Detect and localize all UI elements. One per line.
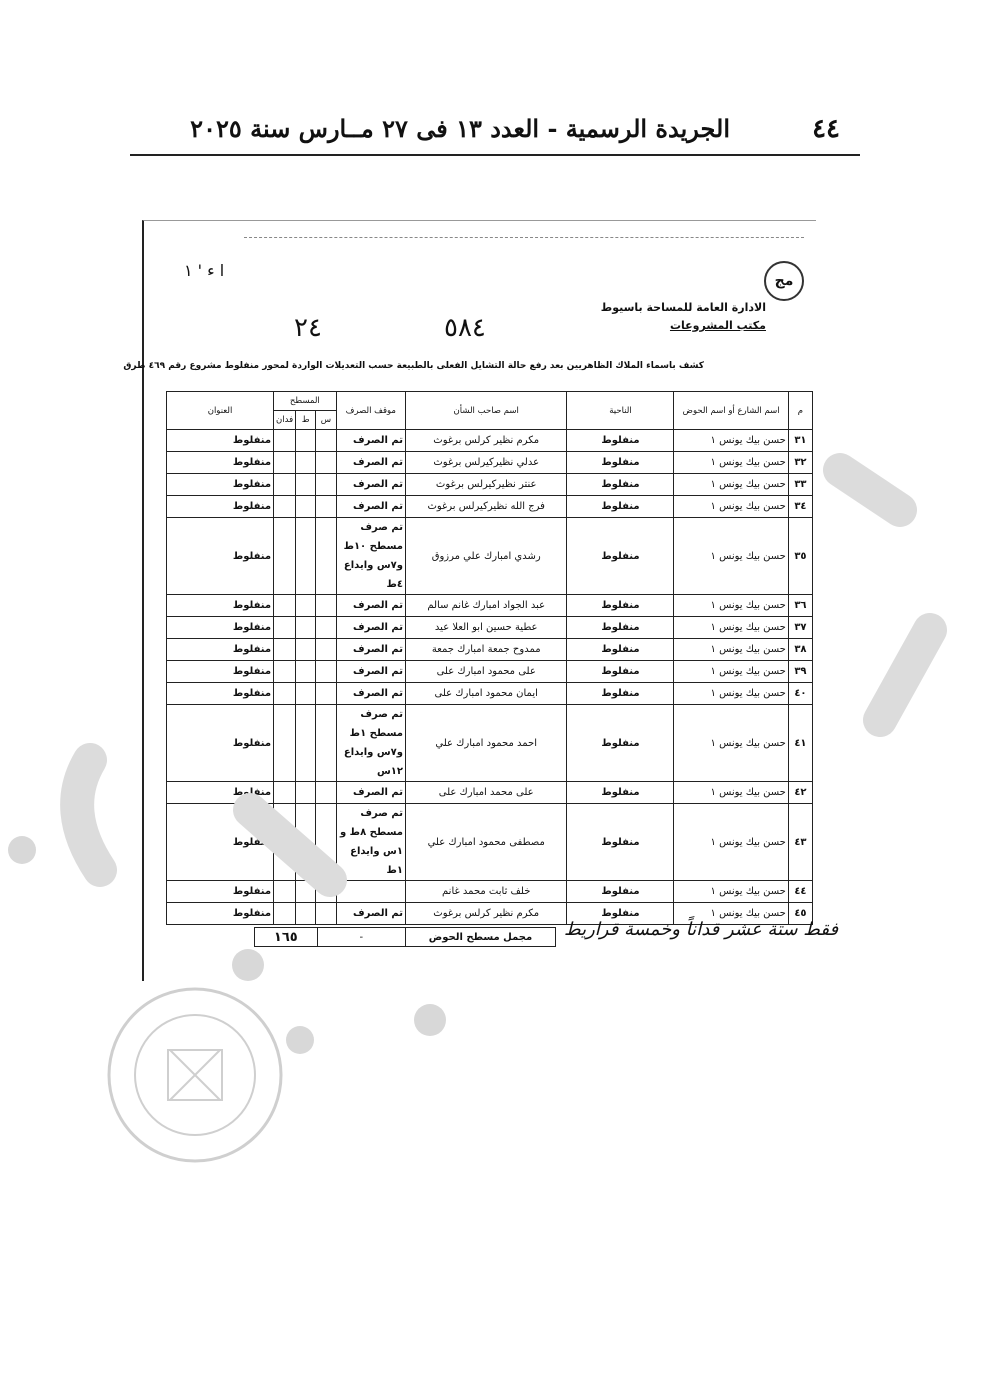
header-address: العنوان — [167, 392, 274, 430]
table-row — [167, 496, 813, 518]
cell-address: منفلوط — [167, 881, 274, 903]
cell-area-qirat — [296, 661, 316, 683]
cell-num: ٣٤ — [788, 496, 812, 518]
cell-num: ٣٧ — [788, 617, 812, 639]
table-row — [167, 452, 813, 474]
cell-owner: ممدوح جمعة امبارك جمعة — [405, 639, 566, 661]
cell-status: تم الصرف — [336, 595, 405, 617]
cell-side: منفلوط — [567, 705, 674, 782]
total-area-box — [254, 927, 556, 947]
cell-area-sahm — [316, 474, 336, 496]
cell-status: تم صرف مسطح ١ط و٧س وايداع ١٢س — [336, 705, 405, 782]
cell-street: حسن بيك يونس ١ — [674, 661, 788, 683]
cell-owner: مكرم نظير كرلس برغوث — [405, 430, 566, 452]
cell-status: تم الصرف — [336, 617, 405, 639]
handwritten-number-2: ٢٤ — [294, 313, 322, 343]
cell-owner: احمد محمود امبارك علي — [405, 705, 566, 782]
cell-side: منفلوط — [567, 903, 674, 925]
cell-owner: مصطفى محمود امبارك علي — [405, 804, 566, 881]
cell-status: تم الصرف — [336, 474, 405, 496]
cell-area-feddan — [274, 639, 296, 661]
cell-owner: عنتر نظيركيرلس برغوث — [405, 474, 566, 496]
cell-area-qirat — [296, 595, 316, 617]
total-area-dash: - — [318, 928, 406, 946]
cell-status: تم صرف مسطح ٨ط و ١س وايداع ١ط — [336, 804, 405, 881]
agency-block — [601, 299, 766, 335]
cell-address: منفلوط — [167, 518, 274, 595]
header-feddan: فدان — [274, 411, 296, 430]
table-body — [167, 430, 813, 925]
cell-num: ٣٥ — [788, 518, 812, 595]
header-status: موقف الصرف — [336, 392, 405, 430]
cell-owner: رشدي امبارك علي مرزوق — [405, 518, 566, 595]
agency-name: الادارة العامة للمساحة باسيوط — [600, 301, 766, 314]
cell-street: حسن بيك يونس ١ — [674, 518, 788, 595]
header-owner: اسم صاحب الشأن — [405, 392, 566, 430]
table-row — [167, 661, 813, 683]
cell-address: منفلوط — [167, 430, 274, 452]
cell-area-feddan — [274, 518, 296, 595]
cell-side: منفلوط — [567, 804, 674, 881]
cell-area-feddan — [274, 452, 296, 474]
cell-area-qirat — [296, 617, 316, 639]
page-number: ٤٤ — [812, 114, 840, 144]
cell-side: منفلوط — [567, 452, 674, 474]
cell-street: حسن بيك يونس ١ — [674, 430, 788, 452]
cell-area-sahm — [316, 903, 336, 925]
cell-status: تم صرف مسطح ١٠ط و٧س وايداع ٤ط — [336, 518, 405, 595]
cell-street: حسن بيك يونس ١ — [674, 617, 788, 639]
cell-owner: عطية حسين ابو العلا عيد — [405, 617, 566, 639]
cell-area-sahm — [316, 683, 336, 705]
cell-side: منفلوط — [567, 474, 674, 496]
cell-street: حسن بيك يونس ١ — [674, 881, 788, 903]
cell-owner: عدلي نظيركيرلس برغوث — [405, 452, 566, 474]
table-row — [167, 617, 813, 639]
header-num: م — [788, 392, 812, 430]
cell-address: منفلوط — [167, 595, 274, 617]
cell-address: منفلوط — [167, 903, 274, 925]
cell-street: حسن بيك يونس ١ — [674, 496, 788, 518]
cell-num: ٤١ — [788, 705, 812, 782]
cell-area-feddan — [274, 705, 296, 782]
cell-area-feddan — [274, 496, 296, 518]
cell-area-qirat — [296, 705, 316, 782]
cell-status: تم الصرف — [336, 661, 405, 683]
cell-area-sahm — [316, 881, 336, 903]
cell-side: منفلوط — [567, 595, 674, 617]
cell-address: منفلوط — [167, 782, 274, 804]
cell-area-qirat — [296, 430, 316, 452]
cell-owner: على محمود امبارك على — [405, 661, 566, 683]
header-sahm: س — [316, 411, 336, 430]
table-row — [167, 881, 813, 903]
cell-side: منفلوط — [567, 617, 674, 639]
cell-address: منفلوط — [167, 705, 274, 782]
total-area-value: ١٦٥ — [255, 928, 318, 946]
cell-area-sahm — [316, 782, 336, 804]
cell-num: ٣٣ — [788, 474, 812, 496]
cell-address: منفلوط — [167, 804, 274, 881]
cell-owner: خلف ثابت محمد غانم — [405, 881, 566, 903]
cell-area-feddan — [274, 881, 296, 903]
cell-area-feddan — [274, 595, 296, 617]
cell-street: حسن بيك يونس ١ — [674, 903, 788, 925]
cell-status: تم الصرف — [336, 496, 405, 518]
cell-num: ٣٦ — [788, 595, 812, 617]
cell-status: تم الصرف — [336, 452, 405, 474]
cell-area-qirat — [296, 496, 316, 518]
cell-address: منفلوط — [167, 452, 274, 474]
cell-street: حسن بيك يونس ١ — [674, 595, 788, 617]
header-side: الناحية — [567, 392, 674, 430]
cell-street: حسن بيك يونس ١ — [674, 782, 788, 804]
cell-area-feddan — [274, 903, 296, 925]
cell-area-feddan — [274, 683, 296, 705]
cell-area-sahm — [316, 705, 336, 782]
gazette-title: الجريدة الرسمية - العدد ١٣ فى ٢٧ مــارس سنة ٢٠٢٥ — [190, 114, 730, 143]
cell-num: ٣٢ — [788, 452, 812, 474]
table-row — [167, 804, 813, 881]
cell-area-qirat — [296, 804, 316, 881]
cell-area-qirat — [296, 683, 316, 705]
cell-num: ٣٨ — [788, 639, 812, 661]
cell-area-qirat — [296, 881, 316, 903]
owners-table — [166, 391, 813, 925]
cell-street: حسن بيك يونس ١ — [674, 452, 788, 474]
cell-area-feddan — [274, 661, 296, 683]
report-title: كشف باسماء الملاك الظاهريين بعد رفع حالة التشايل الفعلى بالطبيعة حسب التعديلات الواردة لمحور منفلوط مشروع رقم ٤٦٩ طرق — [123, 361, 704, 371]
cell-owner: فرج الله نظيركيرلس برغوث — [405, 496, 566, 518]
cell-address: منفلوط — [167, 617, 274, 639]
cell-area-feddan — [274, 430, 296, 452]
margin-marks: ا ء ' ١ — [184, 261, 225, 280]
cell-owner: على محمد امبارك على — [405, 782, 566, 804]
table-row — [167, 430, 813, 452]
cell-street: حسن بيك يونس ١ — [674, 639, 788, 661]
cell-side: منفلوط — [567, 661, 674, 683]
cell-num: ٤٣ — [788, 804, 812, 881]
cell-num: ٤٤ — [788, 881, 812, 903]
cell-area-qirat — [296, 639, 316, 661]
cell-area-sahm — [316, 496, 336, 518]
cell-area-qirat — [296, 474, 316, 496]
cell-area-feddan — [274, 474, 296, 496]
cell-status — [336, 881, 405, 903]
cell-owner: عبد الجواد امبارك غانم سالم — [405, 595, 566, 617]
cell-area-sahm — [316, 430, 336, 452]
cell-side: منفلوط — [567, 430, 674, 452]
table-row — [167, 705, 813, 782]
header-area: المسطح — [274, 392, 337, 411]
cell-side: منفلوط — [567, 683, 674, 705]
cell-num: ٤٠ — [788, 683, 812, 705]
ministry-seal-icon — [100, 980, 290, 1170]
cell-area-feddan — [274, 804, 296, 881]
table-row — [167, 595, 813, 617]
cell-status: تم الصرف — [336, 430, 405, 452]
header-street: اسم الشارع أو اسم الحوض — [674, 392, 788, 430]
stamp-icon: مج — [764, 261, 804, 301]
cell-address: منفلوط — [167, 661, 274, 683]
cell-side: منفلوط — [567, 518, 674, 595]
cell-area-sahm — [316, 452, 336, 474]
cell-status: تم الصرف — [336, 639, 405, 661]
table-row — [167, 518, 813, 595]
table-row — [167, 782, 813, 804]
cell-side: منفلوط — [567, 639, 674, 661]
scan-top-edge — [244, 237, 804, 238]
cell-area-feddan — [274, 617, 296, 639]
cell-num: ٤٥ — [788, 903, 812, 925]
cell-street: حسن بيك يونس ١ — [674, 474, 788, 496]
cell-area-qirat — [296, 518, 316, 595]
office-name: مكتب المشروعات — [669, 319, 766, 332]
cell-street: حسن بيك يونس ١ — [674, 804, 788, 881]
cell-area-qirat — [296, 903, 316, 925]
handwritten-number-1: ٥٨٤ — [444, 313, 486, 343]
cell-area-sahm — [316, 617, 336, 639]
table-row — [167, 474, 813, 496]
header-qirat: ط — [296, 411, 316, 430]
cell-num: ٣١ — [788, 430, 812, 452]
cell-address: منفلوط — [167, 474, 274, 496]
cell-area-sahm — [316, 595, 336, 617]
table-row — [167, 639, 813, 661]
cell-num: ٤٢ — [788, 782, 812, 804]
cell-owner: مكرم نظير كرلس برغوث — [405, 903, 566, 925]
header-rule — [130, 154, 860, 156]
cell-address: منفلوط — [167, 683, 274, 705]
cell-side: منفلوط — [567, 881, 674, 903]
cell-area-sahm — [316, 804, 336, 881]
cell-status: تم الصرف — [336, 782, 405, 804]
cell-area-sahm — [316, 661, 336, 683]
cell-area-feddan — [274, 782, 296, 804]
cell-area-sahm — [316, 639, 336, 661]
cell-num: ٣٩ — [788, 661, 812, 683]
cell-area-qirat — [296, 782, 316, 804]
cell-address: منفلوط — [167, 639, 274, 661]
table-row — [167, 683, 813, 705]
scanned-document — [123, 220, 839, 981]
cell-status: تم الصرف — [336, 903, 405, 925]
cell-side: منفلوط — [567, 496, 674, 518]
handwritten-total: فقط ستة عشر قداناً وخمسة قراريط — [564, 919, 839, 940]
cell-area-sahm — [316, 518, 336, 595]
cell-area-qirat — [296, 452, 316, 474]
cell-address: منفلوط — [167, 496, 274, 518]
cell-street: حسن بيك يونس ١ — [674, 683, 788, 705]
cell-owner: ايمان محمود امبارك على — [405, 683, 566, 705]
cell-status: تم الصرف — [336, 683, 405, 705]
cell-side: منفلوط — [567, 782, 674, 804]
page-header — [130, 108, 860, 158]
total-area-label: مجمل مسطح الحوض — [428, 931, 533, 943]
cell-street: حسن بيك يونس ١ — [674, 705, 788, 782]
